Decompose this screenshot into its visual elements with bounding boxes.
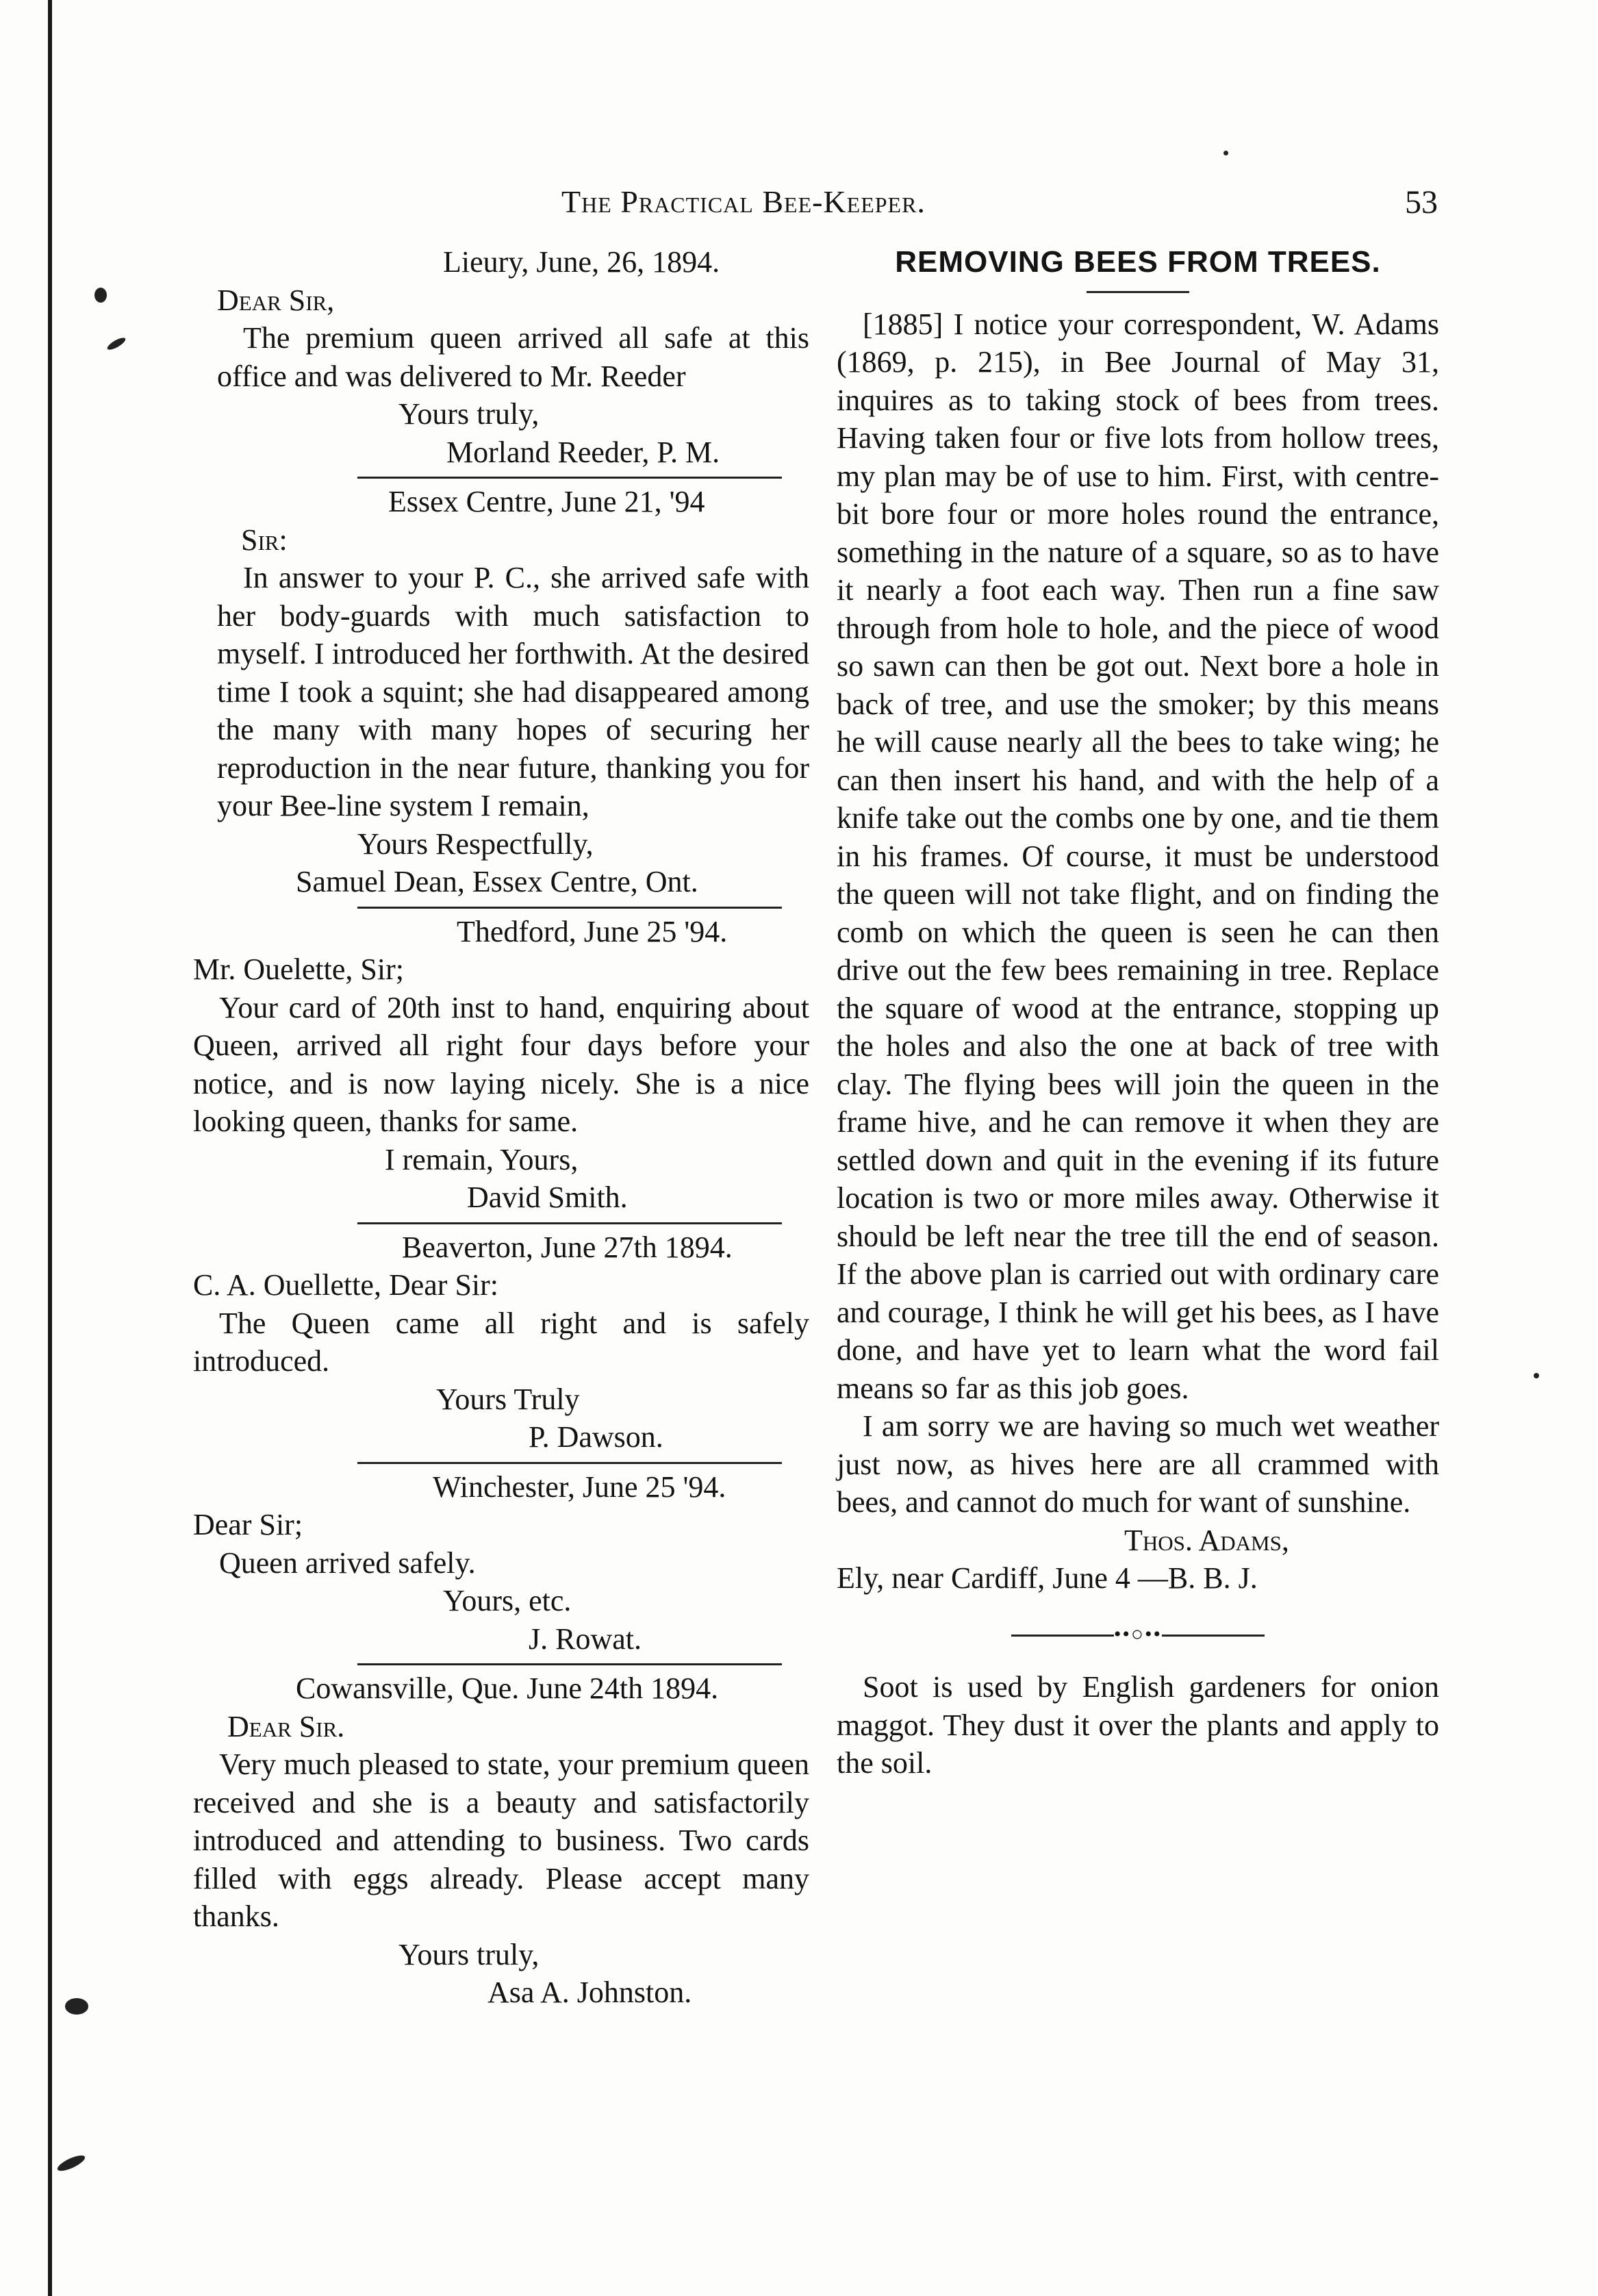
letter-dateline: Winchester, June 25 '94. — [433, 1469, 726, 1504]
ornamental-divider: ••○•• — [837, 1615, 1439, 1654]
letter-body: The premium queen arrived all safe at this office and was delivered to Mr. Reeder — [217, 321, 809, 393]
running-title: The Practical Bee-Keeper. — [561, 184, 926, 219]
letter-body: Queen arrived safely. — [219, 1546, 476, 1580]
page-header — [0, 184, 1598, 238]
letter-body: Very much pleased to state, your premium queen received and she is a beauty and satisfactorily introduced and attending to business. Two cards filled with eggs already. Please accept many thanks. — [193, 1748, 809, 1933]
letters-column — [193, 243, 809, 2012]
letter-body: In answer to your P. C., she arrived safe with her body-guards with much satisfaction to myself. I introduced her forthwith. At the desired time I took a squint; she had disappeared among the many with many hopes of securing her reproduction in the near future, thanking you for your Bee-line system I remain, — [217, 561, 809, 822]
ink-blot — [94, 288, 107, 303]
letter-closing: Yours Respectfully, — [357, 827, 594, 861]
article-location: Ely, near Cardiff, June 4 —B. B. J. — [837, 1561, 1258, 1595]
letter-closing: Yours truly, — [398, 1937, 540, 1971]
article-title: REMOVING BEES FROM TREES. — [895, 245, 1381, 279]
letter-dateline: Beaverton, June 27th 1894. — [402, 1230, 733, 1264]
letter-salutation: Mr. Ouelette, Sir; — [193, 953, 404, 986]
letter-essex-centre — [193, 483, 809, 901]
ink-blot — [106, 336, 127, 352]
letter-dateline: Lieury, June, 26, 1894. — [443, 245, 720, 279]
ink-speck — [1534, 1373, 1539, 1378]
letter-salutation: Dear Sir. — [227, 1709, 345, 1743]
letter-winchester — [193, 1468, 809, 1658]
gardening-note: Soot is used by English gardeners for onion maggot. They dust it over the plants and apply to the soil. — [837, 1670, 1439, 1780]
letter-salutation: Dear Sir, — [217, 283, 335, 317]
title-underline — [1087, 291, 1189, 293]
letter-divider — [357, 1663, 782, 1665]
binding-edge-line — [48, 0, 52, 2296]
page-number: 53 — [1405, 184, 1438, 220]
letter-dateline: Cowansville, Que. June 24th 1894. — [296, 1671, 719, 1705]
letter-salutation: Sir: — [241, 522, 288, 557]
letter-divider — [357, 1462, 782, 1464]
letter-signature: Morland Reeder, P. M. — [446, 435, 720, 469]
article-author: Thos. Adams, — [1124, 1523, 1289, 1557]
letter-closing: Yours Truly — [436, 1382, 580, 1416]
letter-signature: Asa A. Johnston. — [487, 1976, 692, 2009]
ink-blot — [65, 1998, 88, 2015]
letter-signature: P. Dawson. — [529, 1420, 663, 1454]
letter-divider — [357, 1222, 782, 1224]
article-paragraph: [1885] I notice your correspondent, W. Adams (1869, p. 215), in Bee Journal of May 31, inquires as to taking stock of bees from trees. Having taken four or five lots from hollow trees, my plan may be of use to him. First, with centre-bit bore four or more holes round the entrance, something in the nature of a square, so as to have it nearly a foot each way. Then run a fine saw through from hole to hole, and the piece of wood so sawn can then be got out. Next bore a hole in back of tree, and use the smoker; by this means he will cause nearly all the bees to take wing; he can then insert his hand, and with the help of a knife take out the combs one by one, and tie them in his frames. Of course, it must be understood the queen will not take flight, and on finding the comb on which the queen is seen he can then drive out the few bees remaining in tree. Replace the square of wood at the entrance, stopping up the holes and also the one at back of tree with clay. The flying bees will join the queen in the frame hive, and he can remove it when they are settled down and quit in the evening if its future location is two or more miles away. Otherwise it should be left near the tree till the end of season. If the above plan is carried out with ordinary care and courage, I think he will get his bees, as I have done, and have yet to learn what the word fail means so far as this job goes. — [837, 307, 1439, 1405]
letter-signature: David Smith. — [467, 1181, 628, 1214]
letter-cowansville — [193, 1669, 809, 2012]
letter-dateline: Thedford, June 25 '94. — [457, 914, 728, 948]
letter-dateline: Essex Centre, June 21, '94 — [388, 485, 705, 518]
letter-beaverton — [193, 1228, 809, 1456]
ink-blot — [55, 2152, 87, 2173]
letter-salutation: Dear Sir; — [193, 1508, 303, 1541]
letter-salutation: C. A. Ouellette, Dear Sir: — [193, 1268, 499, 1302]
ink-speck — [1223, 151, 1228, 155]
article-paragraph: I am sorry we are having so much wet weather just now, as hives here are all crammed with bees, and cannot do much for want of sunshine. — [837, 1409, 1439, 1519]
letter-body: Your card of 20th inst to hand, enquiring about Queen, arrived all right four days before your notice, and is now laying nicely. She is a nice looking queen, thanks for same. — [193, 990, 809, 1138]
letter-thedford — [193, 913, 809, 1217]
letter-body: The Queen came all right and is safely introduced. — [193, 1306, 809, 1378]
article-column — [837, 243, 1439, 1782]
letter-lieury — [193, 243, 809, 471]
letter-signature: Samuel Dean, Essex Centre, Ont. — [296, 865, 698, 898]
letter-closing: I remain, Yours, — [385, 1142, 579, 1176]
letter-closing: Yours truly, — [398, 397, 540, 431]
letter-signature: J. Rowat. — [529, 1622, 642, 1656]
letter-divider — [357, 907, 782, 909]
letter-closing: Yours, etc. — [443, 1584, 572, 1617]
letter-divider — [357, 477, 782, 479]
